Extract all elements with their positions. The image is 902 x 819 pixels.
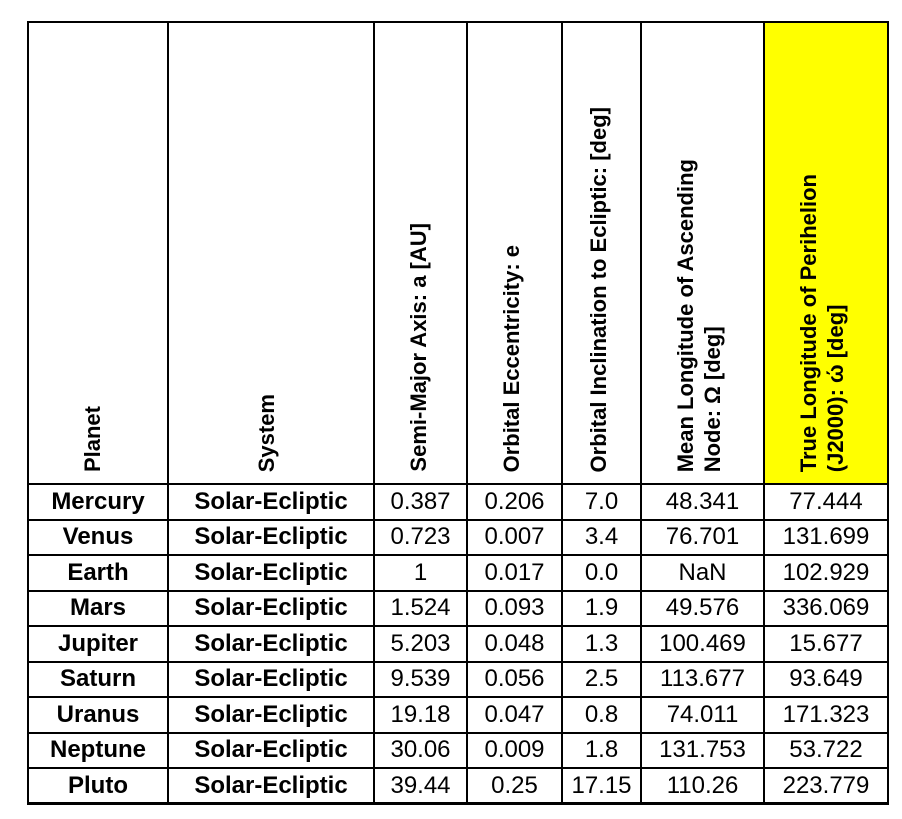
table-row — [28, 626, 888, 662]
eccentricity-value: 0.017 — [467, 555, 562, 591]
eccentricity-value: 0.093 — [467, 591, 562, 627]
perihelion-value: 336.069 — [764, 591, 888, 627]
table-row — [28, 591, 888, 627]
semi-major-axis-value: 9.539 — [374, 662, 467, 698]
header-ascending-node-label — [672, 153, 726, 478]
ascending-node-value: 49.576 — [641, 591, 764, 627]
perihelion-value: 93.649 — [764, 662, 888, 698]
perihelion-value: 15.677 — [764, 626, 888, 662]
header-semi-major-axis-label: Semi-Major Axis: a [AU] — [406, 223, 431, 472]
ascending-node-value: 48.341 — [641, 484, 764, 520]
planet-name: Jupiter — [28, 626, 168, 662]
header-perihelion — [764, 22, 888, 484]
inclination-value: 3.4 — [562, 520, 641, 556]
perihelion-value: 53.722 — [764, 733, 888, 769]
ascending-node-value: NaN — [641, 555, 764, 591]
system-name: Solar-Ecliptic — [168, 697, 374, 733]
header-planet — [28, 22, 168, 484]
system-name: Solar-Ecliptic — [168, 484, 374, 520]
semi-major-axis-value: 1 — [374, 555, 467, 591]
header-ascending-node — [641, 22, 764, 484]
perihelion-value: 171.323 — [764, 697, 888, 733]
header-perihelion-line2: (J2000): ώ [deg] — [823, 304, 848, 472]
system-name: Solar-Ecliptic — [168, 626, 374, 662]
system-name: Solar-Ecliptic — [168, 555, 374, 591]
ascending-node-value: 131.753 — [641, 733, 764, 769]
semi-major-axis-value: 0.723 — [374, 520, 467, 556]
header-perihelion-line1: True Longitude of Perihelion — [796, 173, 821, 472]
header-ascending-node-line1: Mean Longitude of Ascending — [673, 158, 698, 472]
inclination-value: 17.15 — [562, 768, 641, 804]
semi-major-axis-value: 5.203 — [374, 626, 467, 662]
eccentricity-value: 0.007 — [467, 520, 562, 556]
header-system-label: System — [254, 393, 279, 472]
perihelion-value: 131.699 — [764, 520, 888, 556]
eccentricity-value: 0.009 — [467, 733, 562, 769]
inclination-value: 1.9 — [562, 591, 641, 627]
planet-name: Mars — [28, 591, 168, 627]
eccentricity-value: 0.047 — [467, 697, 562, 733]
semi-major-axis-value: 30.06 — [374, 733, 467, 769]
table-row — [28, 484, 888, 520]
inclination-value: 1.3 — [562, 626, 641, 662]
inclination-value: 1.8 — [562, 733, 641, 769]
table-row — [28, 697, 888, 733]
orbital-elements-table — [27, 21, 889, 805]
inclination-value: 2.5 — [562, 662, 641, 698]
table-row — [28, 662, 888, 698]
system-name: Solar-Ecliptic — [168, 733, 374, 769]
header-perihelion-label — [795, 168, 849, 478]
system-name: Solar-Ecliptic — [168, 591, 374, 627]
semi-major-axis-value: 39.44 — [374, 768, 467, 804]
planet-name: Neptune — [28, 733, 168, 769]
semi-major-axis-value: 19.18 — [374, 697, 467, 733]
perihelion-value: 77.444 — [764, 484, 888, 520]
ascending-node-value: 74.011 — [641, 697, 764, 733]
header-eccentricity — [467, 22, 562, 484]
eccentricity-value: 0.056 — [467, 662, 562, 698]
header-inclination-label: Orbital Inclination to Ecliptic: [deg] — [586, 106, 611, 472]
semi-major-axis-value: 0.387 — [374, 484, 467, 520]
planet-name: Mercury — [28, 484, 168, 520]
header-eccentricity-label: Orbital Eccentricity: e — [499, 244, 524, 472]
header-row — [28, 22, 888, 484]
ascending-node-value: 76.701 — [641, 520, 764, 556]
planet-name: Pluto — [28, 768, 168, 804]
inclination-value: 7.0 — [562, 484, 641, 520]
header-planet-label: Planet — [80, 405, 105, 472]
eccentricity-value: 0.048 — [467, 626, 562, 662]
table-row — [28, 520, 888, 556]
planet-name: Earth — [28, 555, 168, 591]
system-name: Solar-Ecliptic — [168, 662, 374, 698]
header-ascending-node-line2: Node: Ω [deg] — [700, 326, 725, 472]
ascending-node-value: 100.469 — [641, 626, 764, 662]
perihelion-value: 102.929 — [764, 555, 888, 591]
system-name: Solar-Ecliptic — [168, 768, 374, 804]
ascending-node-value: 110.26 — [641, 768, 764, 804]
system-name: Solar-Ecliptic — [168, 520, 374, 556]
inclination-value: 0.8 — [562, 697, 641, 733]
table-row — [28, 733, 888, 769]
ascending-node-value: 113.677 — [641, 662, 764, 698]
table-row — [28, 555, 888, 591]
table-row — [28, 768, 888, 804]
eccentricity-value: 0.206 — [467, 484, 562, 520]
perihelion-value: 223.779 — [764, 768, 888, 804]
planet-name: Saturn — [28, 662, 168, 698]
header-semi-major-axis — [374, 22, 467, 484]
semi-major-axis-value: 1.524 — [374, 591, 467, 627]
inclination-value: 0.0 — [562, 555, 641, 591]
eccentricity-value: 0.25 — [467, 768, 562, 804]
header-inclination — [562, 22, 641, 484]
header-system — [168, 22, 374, 484]
planet-name: Uranus — [28, 697, 168, 733]
planet-name: Venus — [28, 520, 168, 556]
